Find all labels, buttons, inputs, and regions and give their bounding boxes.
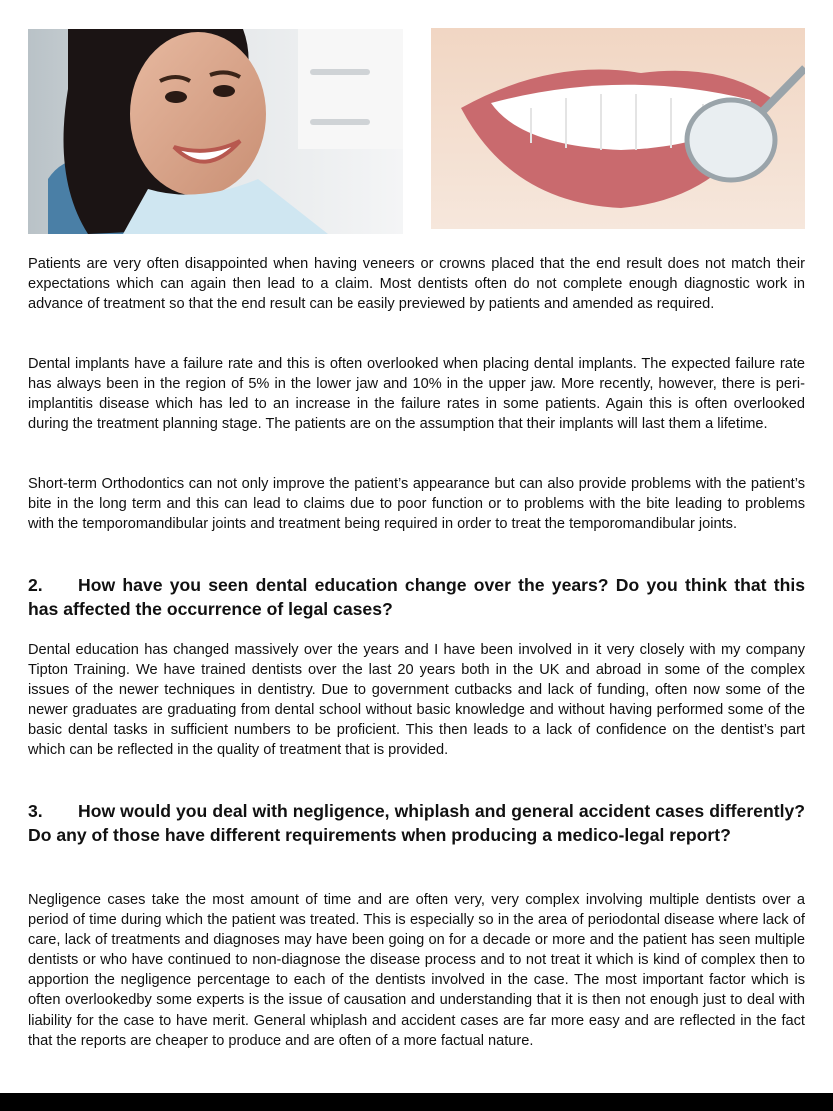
teeth-dental-mirror-photo — [431, 28, 805, 229]
question-text: How would you deal with negligence, whiplash and general accident cases differently? Do any of those have different requirements when producing a medico-legal report? — [28, 801, 805, 845]
question-dental-education — [28, 574, 805, 621]
smile-mirror-illustration — [431, 28, 805, 229]
paragraph-dental-implants: Dental implants have a failure rate and this is often overlooked when placing dental implants. The expected failure rate has always been in the region of 5% in the lower jaw and 10% in the upper jaw. More recently, however, there is peri-implantitis disease which has led to an increase in the failure rates in some patients. Again this is often overlooked during the treatment planning stage. The patients are on the assumption that their implants will last them a lifetime. — [28, 356, 805, 433]
question-case-types — [28, 800, 805, 847]
patient-photo-illustration — [28, 29, 403, 234]
patient-smiling-photo — [28, 29, 403, 234]
footer-bar — [0, 1093, 833, 1111]
paragraph-veneers-crowns: Patients are very often disappointed when having veneers or crowns placed that the end result does not match their expectations which can again then lead to a claim. Most dentists often do not complete enough diagnostic work in advance of treatment so that the end result can be easily previewed by patients and amended as required. — [28, 256, 805, 313]
paragraph-negligence-cases: Negligence cases take the most amount of time and are often very, very complex involving multiple dentists over a period of time during which the patient was treated. This is especially so in the area of periodontal disease where lack of care, lack of treatments and diagnoses may have been going on for a decade or more and the patient has seen multiple dentists or who have continued to non-diagnose the disease process and to not treat it which is kind of complex then to apportion the negligence percentage to each of the dentists involved in the case. The most important factor which is often overlookedby some experts is the issue of causation and understanding that it is then not enough just to deal with liability for the case to have merit. General whiplash and accident cases are far more easy and are reflected in the fact that the reports are cheaper to produce and are often of a more factual nature. — [28, 892, 805, 1049]
question-text: How have you seen dental education change over the years? Do you think that this has affected the occurrence of legal cases? — [28, 575, 805, 619]
paragraph-dental-education: Dental education has changed massively over the years and I have been involved in it very closely with my company Tipton Training. We have trained dentists over the last 20 years both in the UK and abroad in some of the complex issues of the newer techniques in dentistry. Due to government cutbacks and lack of funding, often now some of the newer graduates are graduating from dental school without basic knowledge and without having performed some of the basic dental tasks in sufficient numbers to be proficient. This then leads to a lack of confidence on the dentist’s part which can be reflected in the quality of treatment that is provided. — [28, 642, 805, 759]
question-number: 3. — [28, 801, 43, 821]
question-number: 2. — [28, 575, 43, 595]
paragraph-orthodontics: Short-term Orthodontics can not only improve the patient’s appearance but can also provide problems with the patient’s bite in the long term and this can lead to claims due to poor function or to problems with the bite leading to problems with the temporomandibular joints and treatment being required in order to treat the temporomandibular joints. — [28, 476, 805, 533]
